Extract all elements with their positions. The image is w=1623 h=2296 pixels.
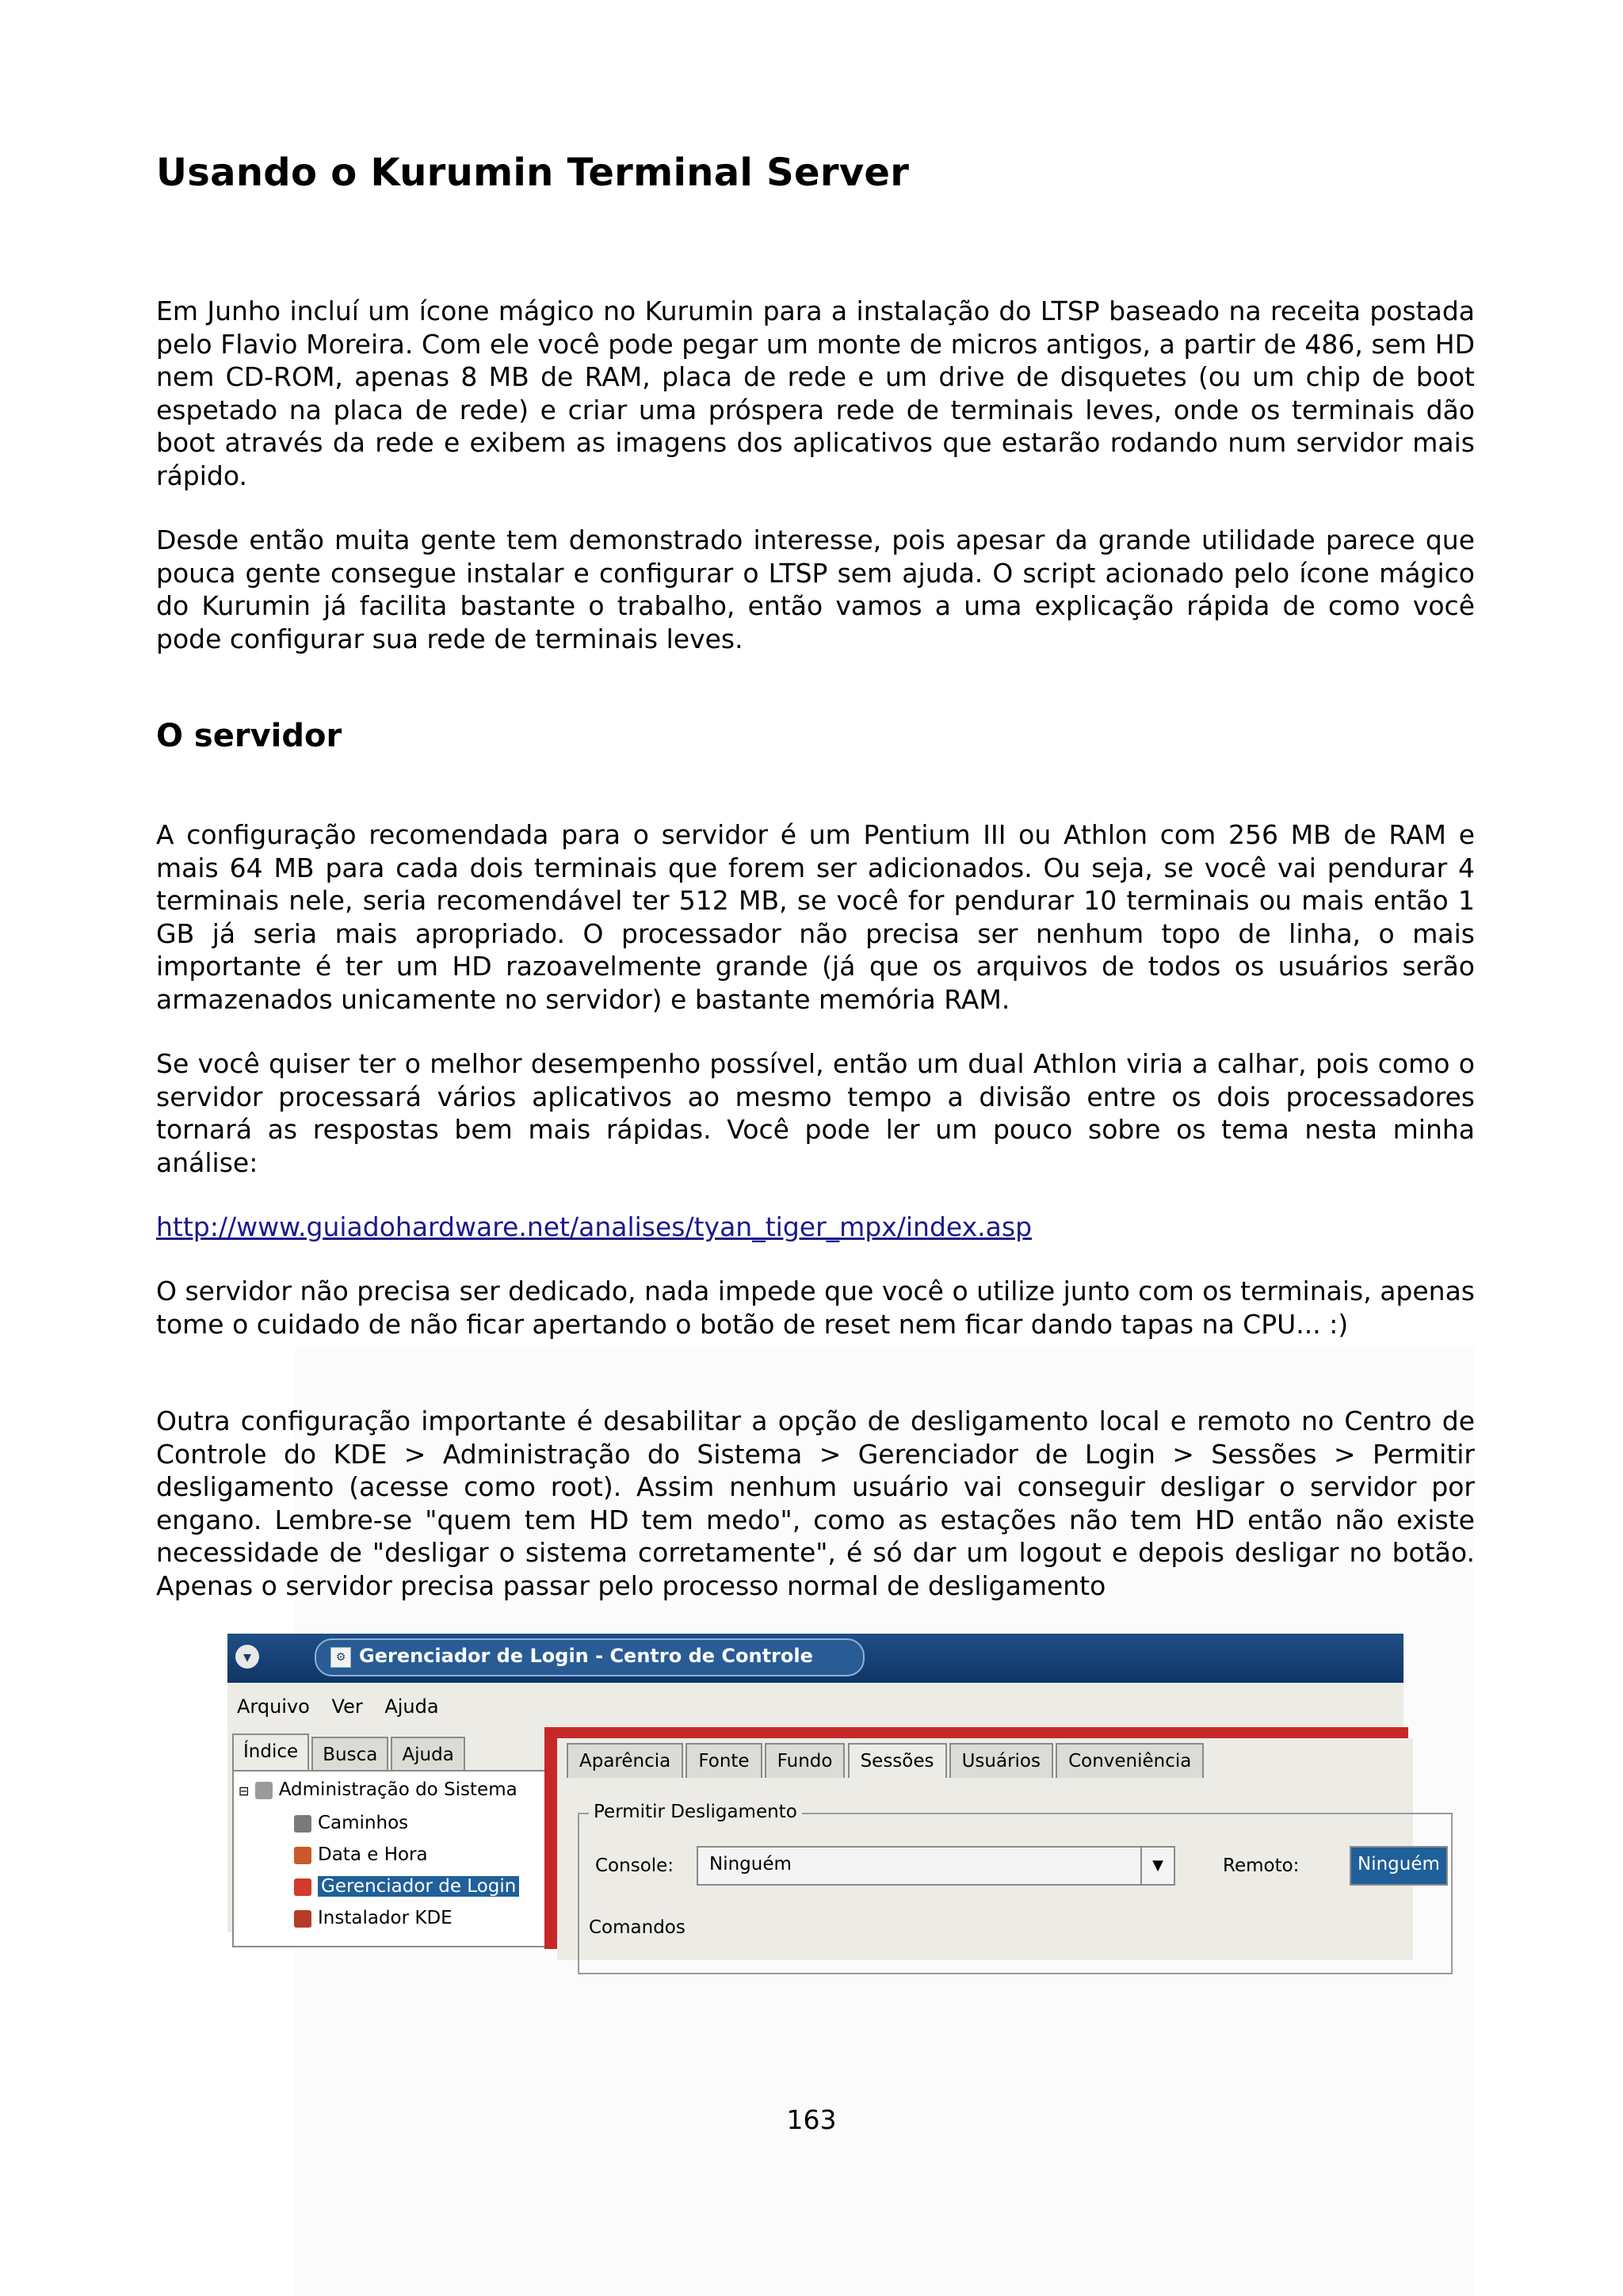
remote-value: Ninguém (1358, 1854, 1440, 1875)
remote-label: Remoto: (1223, 1855, 1300, 1876)
commands-group-title: Comandos (589, 1917, 685, 1938)
tree-item-admin[interactable] (239, 1779, 517, 1800)
settings-tab-bar (567, 1743, 1202, 1778)
window-menu-icon[interactable]: ▾ (235, 1645, 259, 1669)
tab-ajuda[interactable]: Ajuda (391, 1737, 464, 1772)
tab-usuarios[interactable]: Usuários (949, 1743, 1053, 1778)
installer-icon (294, 1910, 311, 1928)
paragraph-2: Desde então muita gente tem demonstrado interesse, pois apesar da grande utilidade parece que pouca gente consegue instalar e configurar o LTSP sem ajuda. O script acionado pelo ícone mágico do Kurumin já facilita bastante o trabalho, então vamos a uma explicação rápida de como você pode configurar sua rede de terminais leves. (156, 524, 1475, 654)
tab-conveniencia[interactable]: Conveniência (1056, 1743, 1204, 1778)
page-number: 163 (786, 2104, 837, 2135)
console-value: Ninguém (709, 1854, 792, 1875)
tab-aparencia[interactable]: Aparência (567, 1743, 683, 1778)
tab-busca[interactable]: Busca (311, 1737, 388, 1772)
page-heading: Usando o Kurumin Terminal Server (156, 151, 910, 195)
paths-icon (294, 1815, 311, 1833)
section-heading: O servidor (156, 718, 342, 754)
tab-sessoes[interactable]: Sessões (848, 1743, 947, 1778)
calendar-icon (294, 1847, 311, 1864)
paragraph-3: A configuração recomendada para o servidor é um Pentium III ou Athlon com 256 MB de RAM e mais 64 MB para cada dois terminais que forem ser adicionados. Ou seja, se você vai pendurar 4 terminais nele, seria recomendável ter 512 MB, se você for pendurar 10 terminais ou mais então 1 GB já seria mais apropriado. O processador não precisa ser nenhum topo de linha, o mais importante é ter um HD razoavelmente grande (já que os arquivos de todos os usuários serão armazenados unicamente no servidor) e bastante memória RAM. (156, 819, 1475, 1015)
tab-indice[interactable]: Índice (232, 1733, 309, 1772)
remote-select[interactable] (1350, 1846, 1448, 1886)
settings-panel-inner (557, 1738, 1440, 1960)
console-label: Console: (595, 1855, 674, 1876)
title-pill (315, 1638, 865, 1676)
tree-item-label: Instalador KDE (318, 1908, 453, 1928)
tree-item-label: Gerenciador de Login (318, 1876, 519, 1897)
tree-item-label: Data e Hora (318, 1844, 428, 1865)
tab-fundo[interactable]: Fundo (765, 1743, 846, 1778)
paragraph-4: Se você quiser ter o melhor desempenho possível, então um dual Athlon viria a calhar, pois como o servidor processará vários aplicativos ao mesmo tempo a divisão entre os dois processadores tornará as respostas bem mais rápidas. Você pode ler um pouco sobre os tema nesta minha análise: (156, 1048, 1475, 1178)
collapse-icon[interactable]: ⊟ (239, 1783, 250, 1798)
menu-arquivo[interactable]: Arquivo (237, 1695, 310, 1718)
dropdown-arrow-icon[interactable]: ▼ (1140, 1848, 1174, 1884)
shutdown-group (578, 1813, 1453, 1974)
admin-icon (255, 1782, 273, 1799)
login-manager-icon (294, 1878, 311, 1896)
tree-item-caminhos[interactable] (294, 1813, 408, 1833)
paragraph-1: Em Junho incluí um ícone mágico no Kurumin para a instalação do LTSP baseado na receita postada pelo Flavio Moreira. Com ele você pode pegar um monte de micros antigos, a partir de 486, sem HD nem CD-ROM, apenas 8 MB de RAM, placa de rede e um drive de disquetes (ou um chip de boot espetado na placa de rede) e criar uma próspera rede de terminais leves, onde os terminais dão boot através da rede e exibem as imagens dos aplicativos que estarão rodando num servidor mais rápido. (156, 296, 1475, 491)
module-tree (232, 1770, 546, 1947)
menu-ajuda[interactable]: Ajuda (384, 1695, 439, 1718)
tree-item-label: Administração do Sistema (278, 1779, 517, 1800)
settings-panel (544, 1727, 1440, 1949)
tree-item-instalador[interactable] (294, 1908, 453, 1928)
tab-fonte[interactable]: Fonte (685, 1743, 762, 1778)
window-titlebar (227, 1634, 1403, 1683)
shutdown-group-title: Permitir Desligamento (589, 1802, 802, 1822)
menu-ver[interactable]: Ver (331, 1695, 363, 1718)
left-tab-bar (232, 1733, 464, 1770)
hardware-link[interactable]: http://www.guiadohardware.net/analises/tyan_tiger_mpx/index.asp (156, 1211, 1033, 1242)
paragraph-5: O servidor não precisa ser dedicado, nada impede que você o utilize junto com os terminais, apenas tome o cuidado de não ficar apertando o botão de reset nem ficar dando tapas na CPU... :) (156, 1276, 1475, 1340)
menu-bar (237, 1695, 455, 1718)
tree-item-data-hora[interactable] (294, 1844, 428, 1865)
tree-item-gerenciador-login[interactable] (294, 1876, 519, 1897)
kde-control-center-screenshot (227, 1634, 1440, 1938)
paragraph-6: Outra configuração importante é desabilitar a opção de desligamento local e remoto no Centro de Controle do KDE > Administração do Sistema > Gerenciador de Login > Sessões > Permitir desligamento (acesse como root). Assim nenhum usuário vai conseguir desligar o servidor por engano. Lembre-se "quem tem HD tem medo", como as estações não tem HD então não existe necessidade de "desligar o sistema corretamente", é só dar um logout e depois desligar no botão. Apenas o servidor precisa passar pelo processo normal de desligamento (156, 1405, 1475, 1601)
tree-item-label: Caminhos (318, 1813, 409, 1833)
control-center-icon: ⚙ (330, 1647, 351, 1668)
console-select[interactable] (697, 1846, 1175, 1886)
window-title: Gerenciador de Login - Centro de Controle (359, 1645, 813, 1667)
